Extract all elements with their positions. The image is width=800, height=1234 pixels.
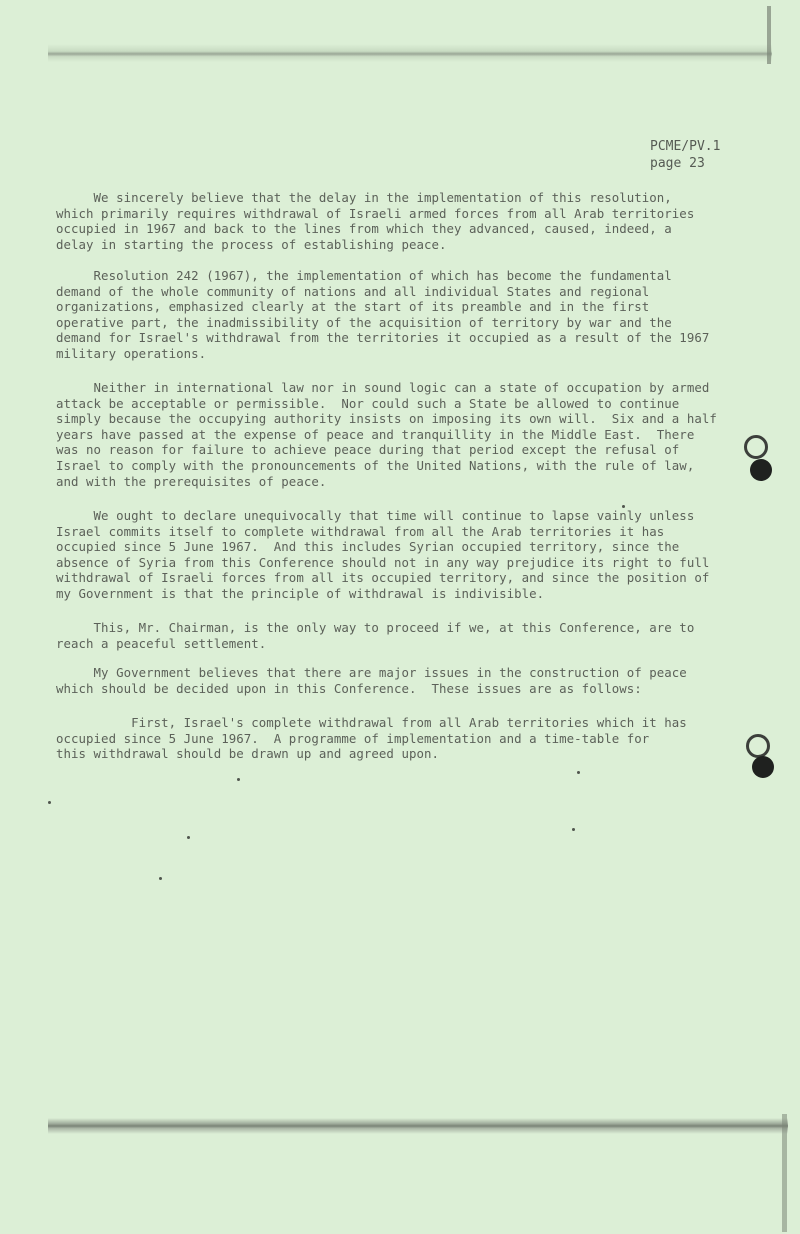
bottom-right-scan-mark (782, 1114, 787, 1232)
punch-hole-solid-upper (750, 459, 772, 481)
paragraph-3: Neither in international law nor in sound logic can a state of occupation by armed attack be acceptable or permissible. Nor could such a State be allowed to continue simply because the occupying authority insists on imposing its own will. Six and a half years have passed at the expense of peace and tranquillity in the Middle East. There was no reason for failure to achieve peace during that period except the refusal of Israel to comply with the pronouncements of the United Nations, with the rule of law, and with the prerequisites of peace. (56, 380, 717, 489)
paragraph-6: My Government believes that there are major issues in the construction of peace which should be decided upon in this Conference. These issues are as follows: (56, 665, 687, 696)
punch-hole-ring-upper (744, 435, 768, 459)
punch-hole-ring-lower (746, 734, 770, 758)
scan-speck (622, 505, 625, 508)
scan-speck (577, 771, 580, 774)
punch-hole-solid-lower (752, 756, 774, 778)
scan-speck (237, 778, 240, 781)
scan-speck (572, 828, 575, 831)
page-header (650, 138, 720, 172)
top-scan-edge (48, 44, 772, 62)
scan-speck (48, 801, 51, 804)
scan-speck (187, 836, 190, 839)
paragraph-2: Resolution 242 (1967), the implementation of which has become the fundamental demand of the whole community of nations and all individual States and regional organizations, emphasized clearly at the start of its preamble and in the first operative part, the inadmissibility of the acquisition of territory by war and the demand for Israel's withdrawal from the territories it occupied as a result of the 1967 military operations. (56, 268, 710, 361)
top-right-scan-mark (767, 6, 771, 64)
paragraph-5: This, Mr. Chairman, is the only way to proceed if we, at this Conference, are to reach a peaceful settlement. (56, 620, 695, 651)
scan-speck (159, 877, 162, 880)
page-number: page 23 (650, 156, 705, 171)
paragraph-1: We sincerely believe that the delay in the implementation of this resolution, which primarily requires withdrawal of Israeli armed forces from all Arab territories occupied in 1967 and back to the lines from which they advanced, caused, indeed, a delay in starting the process of establishing peace. (56, 190, 695, 252)
paragraph-4: We ought to declare unequivocally that time will continue to lapse vainly unless Israel commits itself to complete withdrawal from all the Arab territories it has occupied since 5 June 1967. And this includes Syrian occupied territory, since the absence of Syria from this Conference should not in any way prejudice its right to full withdrawal of Israeli forces from all its occupied territory, and since the position of my Government is that the principle of withdrawal is indivisible. (56, 508, 710, 601)
bottom-scan-edge (48, 1118, 788, 1134)
doc-code: PCME/PV.1 (650, 139, 721, 154)
paragraph-7: First, Israel's complete withdrawal from all Arab territories which it has occupied since 5 June 1967. A programme of implementation and a time-table for this withdrawal should be drawn up and agreed upon. (56, 715, 687, 762)
